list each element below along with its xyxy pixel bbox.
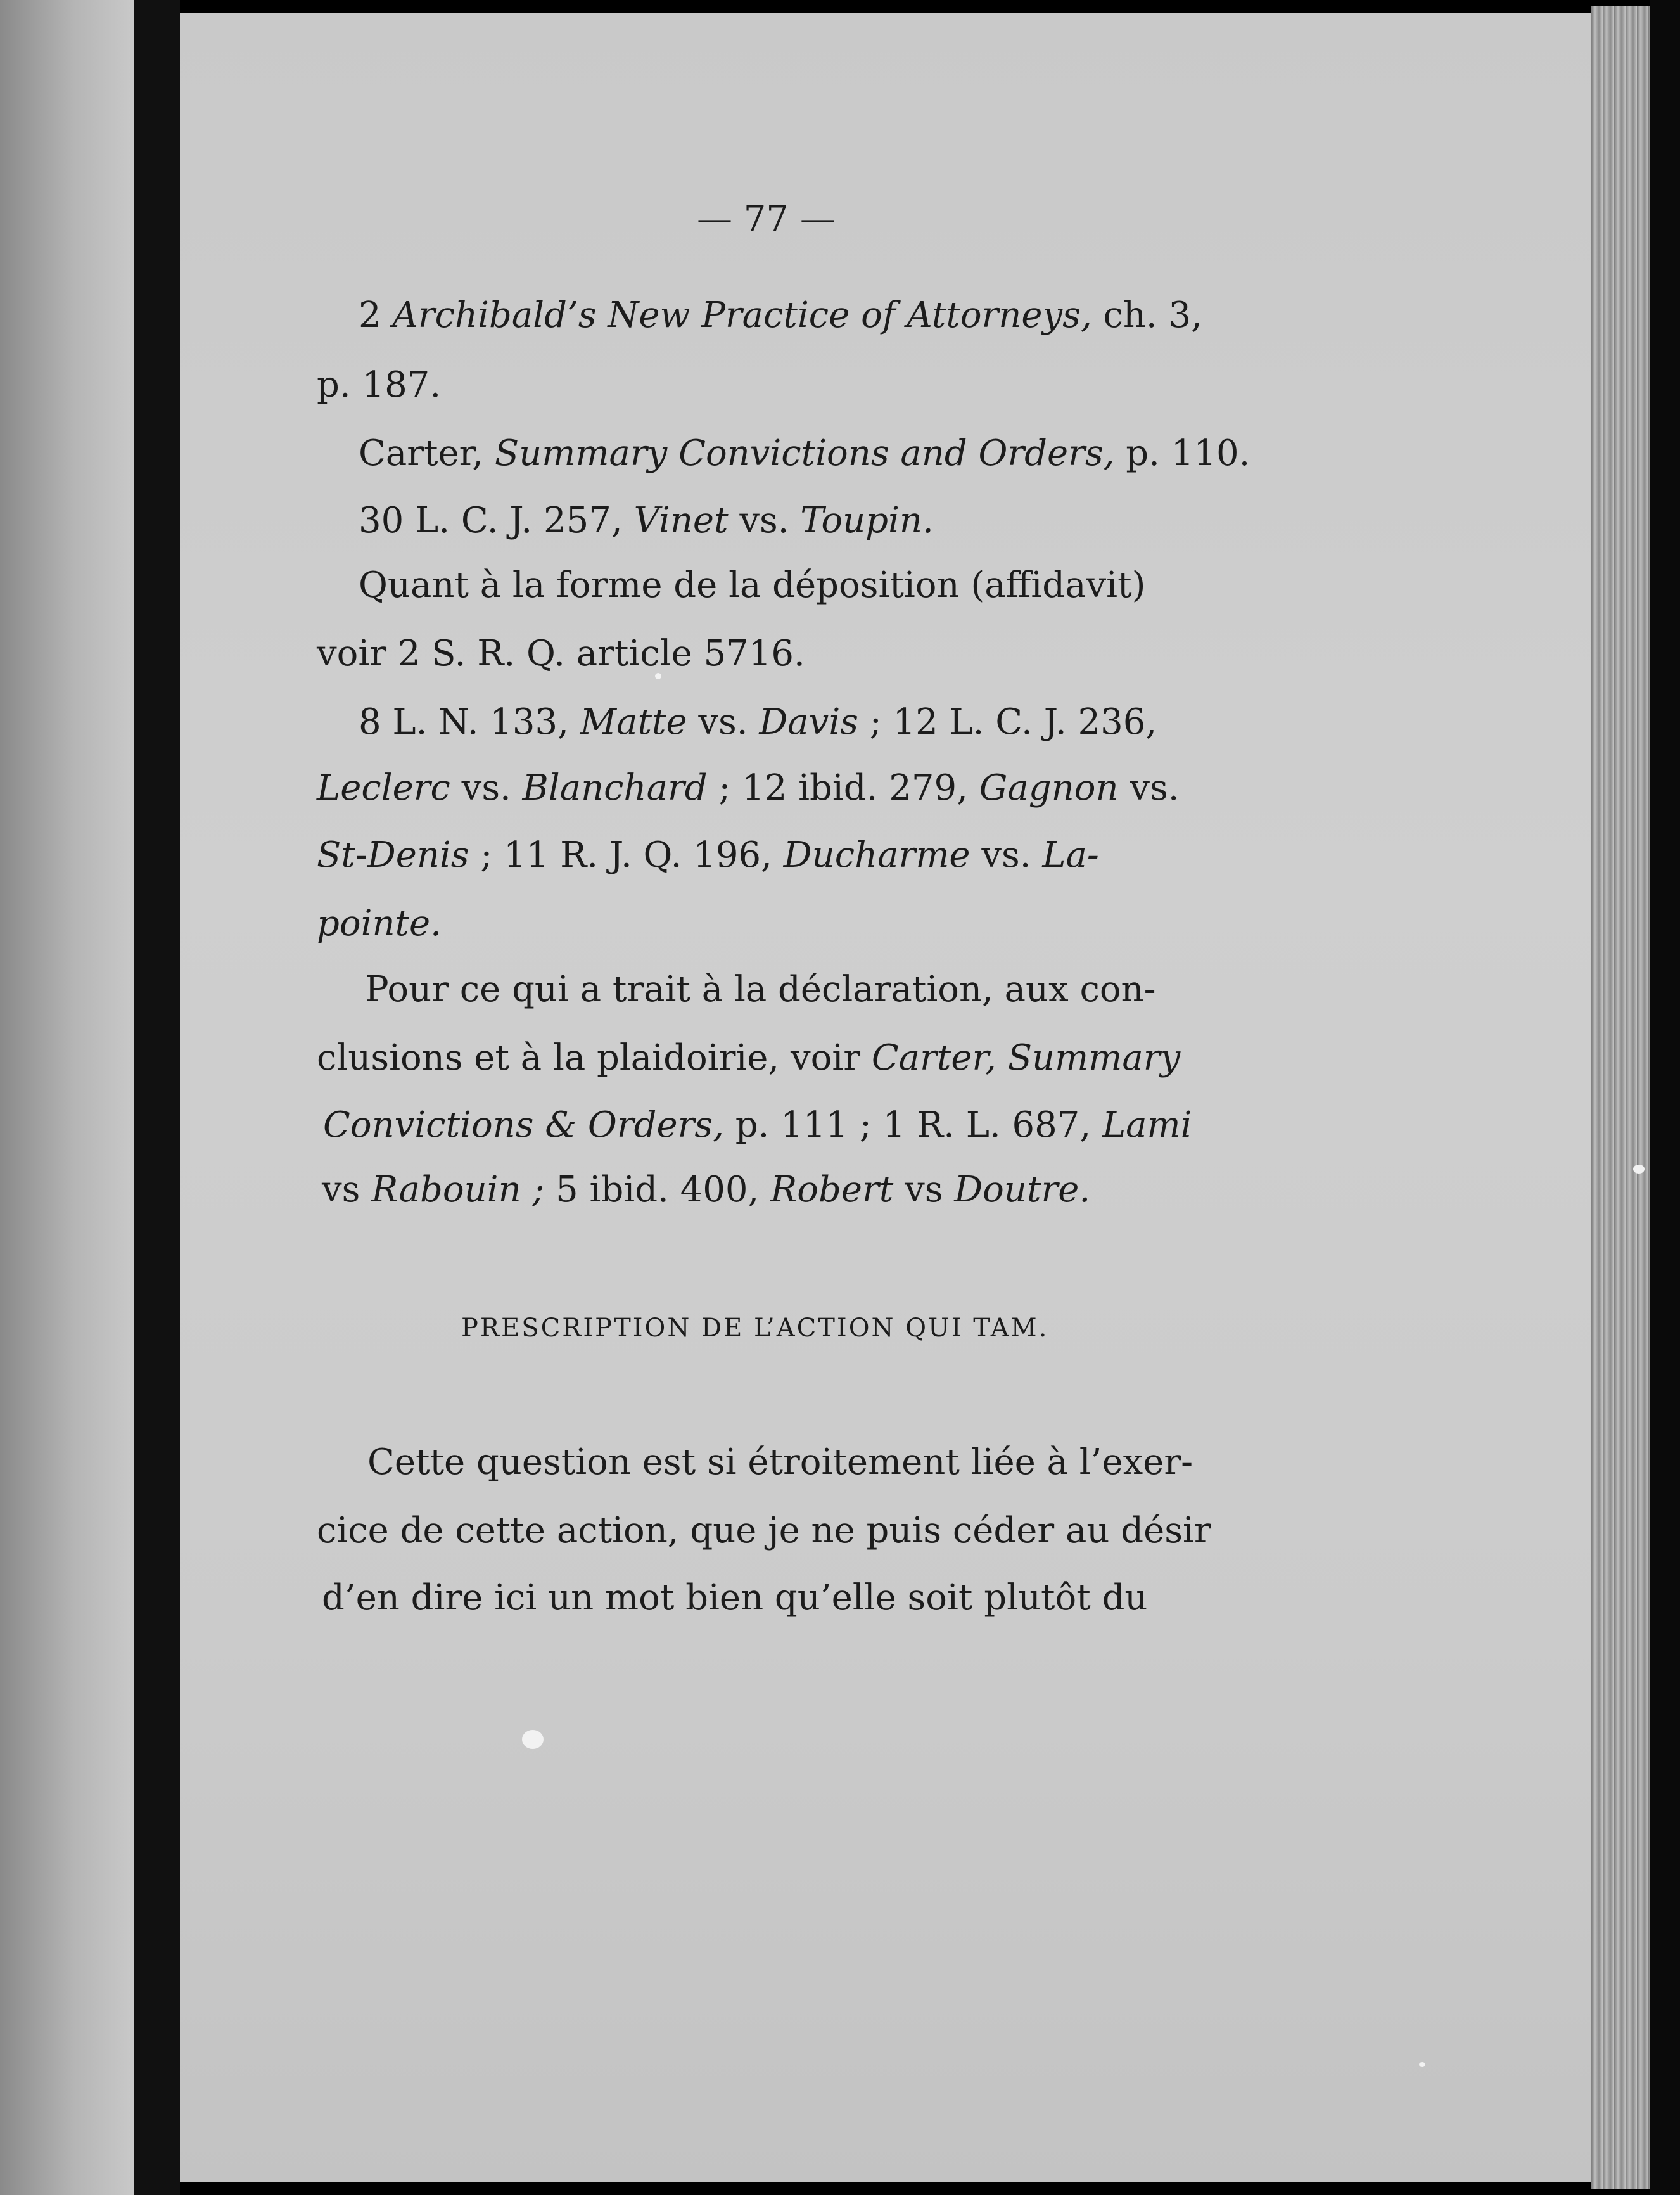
text-segment: La- (1042, 835, 1099, 876)
text-line (359, 295, 1202, 336)
text-segment: Carter, Summary (871, 1037, 1181, 1078)
text-segment: p. 110. (1114, 433, 1250, 474)
text-segment: Pour ce qui a trait à la déclaration, aux con- (365, 969, 1156, 1010)
text-segment: Doutre. (954, 1169, 1091, 1210)
text-segment: 30 L. C. J. 257, (359, 500, 634, 541)
text-segment: St-Denis (317, 835, 469, 876)
text-segment: Blanchard (522, 767, 708, 809)
text-segment: Lami (1102, 1104, 1192, 1146)
text-segment: Matte (580, 701, 687, 743)
text-segment: ch. 3, (1091, 295, 1202, 336)
text-line (322, 1169, 1091, 1210)
book-gutter (134, 0, 180, 2195)
text-segment: Leclerc (317, 767, 450, 809)
text-line (323, 1104, 1192, 1146)
text-line (317, 835, 1099, 876)
page-stack-edges (1591, 6, 1650, 2189)
text-line (359, 500, 934, 541)
text-segment: vs. (687, 701, 760, 743)
text-segment: ; 12 ibid. 279, (707, 767, 979, 809)
text-segment: pointe. (317, 903, 442, 944)
text-segment: Toupin. (800, 500, 934, 541)
text-line (317, 1037, 1181, 1078)
text-segment: vs. (1118, 767, 1180, 809)
scan-speck (1419, 2062, 1425, 2067)
text-segment: cice de cette action, que je ne puis céder au désir (317, 1510, 1211, 1551)
text-segment: Vinet (633, 500, 729, 541)
text-segment: vs. (450, 767, 523, 809)
text-segment: Robert (770, 1169, 894, 1210)
text-segment: Cette question est si étroitement liée à l’exer- (367, 1442, 1193, 1483)
text-segment: 5 ibid. 400, (544, 1169, 771, 1210)
text-segment: Convictions & Orders, (323, 1104, 724, 1146)
text-segment: vs (322, 1169, 372, 1210)
book-page (180, 13, 1598, 2182)
text-line (317, 767, 1180, 809)
text-segment: Summary Convictions and Orders, (494, 433, 1115, 474)
scan-border (1650, 0, 1680, 2195)
text-line (317, 364, 442, 406)
page-number: — 77 — (697, 198, 836, 240)
text-line (317, 1510, 1211, 1551)
text-segment: 2 (359, 295, 393, 336)
text-line (367, 1442, 1193, 1483)
text-line (317, 633, 805, 674)
text-segment: Rabouin ; (371, 1169, 545, 1210)
text-segment: ; 12 L. C. J. 236, (858, 701, 1157, 743)
text-segment: vs. (728, 500, 801, 541)
text-segment: Ducharme (783, 835, 970, 876)
text-segment: Carter, (359, 433, 495, 474)
text-segment: vs. (970, 835, 1043, 876)
text-segment: d’en dire ici un mot bien qu’elle soit plutôt du (322, 1577, 1148, 1618)
text-line (317, 903, 442, 944)
text-line (322, 1577, 1148, 1618)
scan-speck (522, 1730, 544, 1749)
text-line (359, 565, 1146, 606)
text-segment: Quant à la forme de la déposition (affidavit) (359, 565, 1146, 606)
text-segment: vs (893, 1169, 955, 1210)
text-segment: Archibald’s New Practice of Attorneys, (392, 295, 1092, 336)
text-segment: 8 L. N. 133, (359, 701, 580, 743)
scan-speck (1633, 1165, 1645, 1174)
text-segment: clusions et à la plaidoirie, voir (317, 1037, 872, 1078)
facing-page-edge (0, 0, 134, 2195)
text-segment: p. 187. (317, 364, 442, 406)
section-heading: PRESCRIPTION DE L’ACTION QUI TAM. (461, 1314, 1049, 1343)
text-line (365, 969, 1156, 1010)
text-line (359, 701, 1157, 743)
text-segment: voir 2 S. R. Q. article 5716. (317, 633, 805, 674)
text-segment: Gagnon (979, 767, 1119, 809)
text-segment: p. 111 ; 1 R. L. 687, (723, 1104, 1102, 1146)
text-segment: ; 11 R. J. Q. 196, (469, 835, 784, 876)
text-line (359, 433, 1250, 474)
text-segment: Davis (759, 701, 858, 743)
